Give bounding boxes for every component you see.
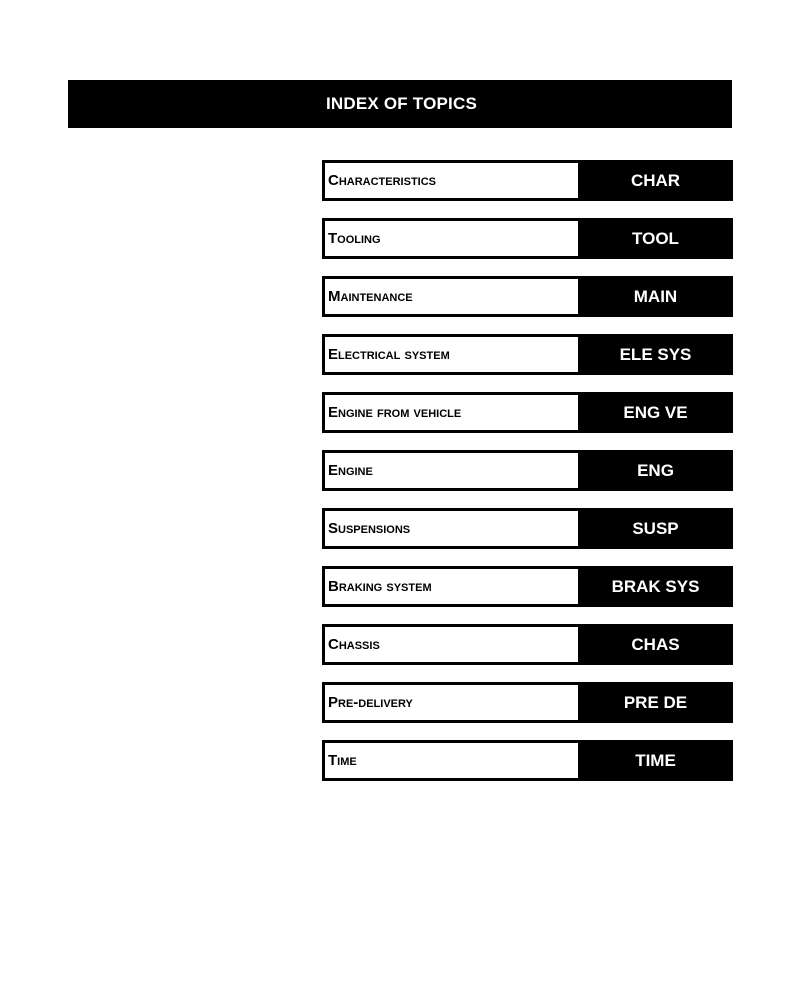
- topic-code-tab[interactable]: CHAS: [578, 624, 733, 665]
- topic-row-electrical-system[interactable]: [322, 334, 733, 375]
- topic-name: Engine from vehicle: [322, 392, 578, 433]
- topic-row-braking-system[interactable]: [322, 566, 733, 607]
- topic-name: Suspensions: [322, 508, 578, 549]
- index-header-bar: [68, 80, 732, 128]
- topic-row-chassis[interactable]: [322, 624, 733, 665]
- topic-row-pre-delivery[interactable]: [322, 682, 733, 723]
- topic-row-characteristics[interactable]: [322, 160, 733, 201]
- topic-code-tab[interactable]: MAIN: [578, 276, 733, 317]
- topic-name: Electrical system: [322, 334, 578, 375]
- topic-code-tab[interactable]: ELE SYS: [578, 334, 733, 375]
- topic-row-time[interactable]: [322, 740, 733, 781]
- topic-code-tab[interactable]: ENG: [578, 450, 733, 491]
- topic-code-tab[interactable]: BRAK SYS: [578, 566, 733, 607]
- topic-code-tab[interactable]: PRE DE: [578, 682, 733, 723]
- topic-row-maintenance[interactable]: [322, 276, 733, 317]
- topic-list: [322, 160, 733, 798]
- topic-name: Time: [322, 740, 578, 781]
- topic-code-tab[interactable]: CHAR: [578, 160, 733, 201]
- topic-row-engine[interactable]: [322, 450, 733, 491]
- topic-name: Maintenance: [322, 276, 578, 317]
- topic-code-tab[interactable]: TOOL: [578, 218, 733, 259]
- topic-name: Engine: [322, 450, 578, 491]
- topic-code-tab[interactable]: SUSP: [578, 508, 733, 549]
- topic-name: Tooling: [322, 218, 578, 259]
- page-title: INDEX OF TOPICS: [326, 94, 477, 113]
- topic-name: Pre-delivery: [322, 682, 578, 723]
- topic-code-tab[interactable]: ENG VE: [578, 392, 733, 433]
- topic-row-tooling[interactable]: [322, 218, 733, 259]
- topic-name: Chassis: [322, 624, 578, 665]
- topic-name: Characteristics: [322, 160, 578, 201]
- topic-name: Braking system: [322, 566, 578, 607]
- topic-row-engine-from-vehicle[interactable]: [322, 392, 733, 433]
- topic-code-tab[interactable]: TIME: [578, 740, 733, 781]
- topic-row-suspensions[interactable]: [322, 508, 733, 549]
